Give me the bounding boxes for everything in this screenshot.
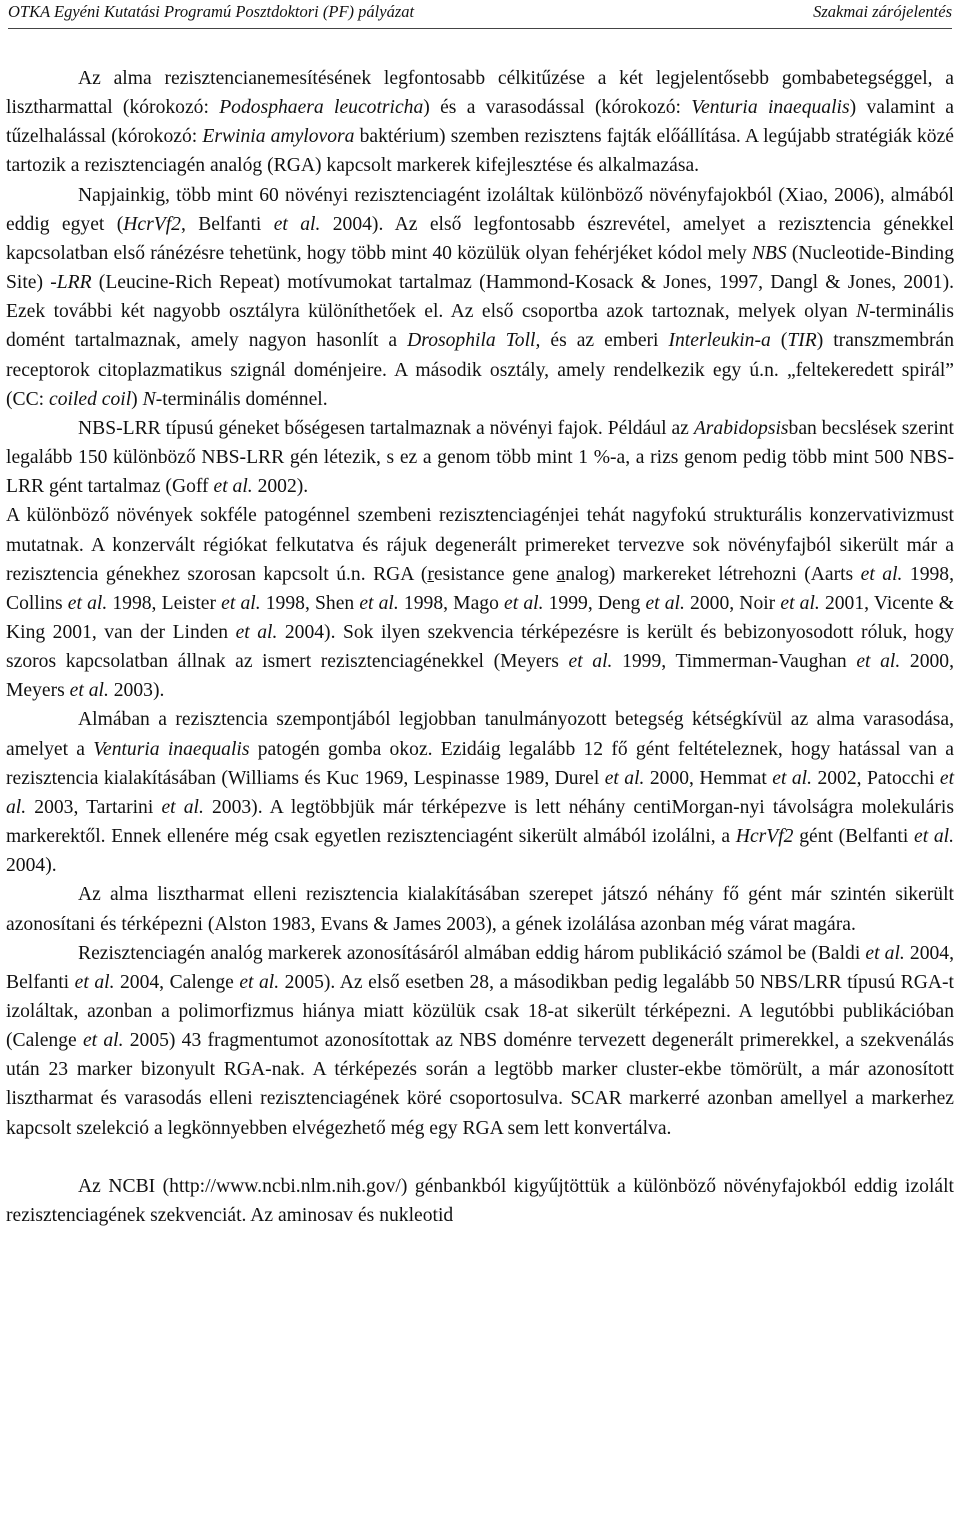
italic-run: et al.: [74, 971, 115, 993]
text-run: ) és a varasodással (kórokozó:: [423, 97, 692, 119]
text-run: -terminális domént tartalmaznak, amely nagyon hasonlít a: [6, 301, 954, 352]
text-run: 2004).: [6, 855, 57, 877]
italic-run: coiled coil: [49, 388, 132, 410]
text-run: ) transzmembrán receptorok citoplazmatikus szignál doménjeire. A második osztály, amely rendelkezik egy ú.n. „feltekeredett spirál” (CC:: [6, 330, 955, 410]
underlined-run: g: [512, 563, 522, 585]
text-run: NBS-LRR típusú géneket bőségesen tartalmaznak a növényi fajok. Például az: [78, 417, 694, 439]
text-run: (Nucleotide-Binding Site) -: [6, 242, 954, 294]
text-run: 2003). A legtöbbjük már térképezve is lett néhány centiMorgan-nyi távolságra molekuláris markerektől. Ennek ellenére még csak egyetlen rezisztenciagént sikerült almából izolálni, a: [6, 796, 954, 848]
text-run: Napjainkig, több mint 60 növényi rezisztenciagént izoláltak különböző növényfajokból (Xiao, 2006), almából eddig egyet (: [6, 184, 954, 235]
page-header: [8, 0, 952, 29]
italic-run: et al.: [504, 592, 544, 614]
italic-run: et al.: [235, 621, 278, 643]
text-run: 2003, Tartarini: [26, 796, 162, 818]
text-run: 1999, Deng: [543, 592, 646, 614]
header-left-title: OTKA Egyéni Kutatási Programú Posztdoktori (PF) pályázat: [8, 2, 415, 21]
text-run: 1998, Collins: [6, 563, 954, 614]
italic-run: Drosophila Toll,: [407, 330, 541, 352]
paragraph: [6, 181, 954, 414]
text-run: 2005) 43 fragmentumot azonosítottak az NBS doménre tervezett degenerált primerekkel, a szekvenálás után 23 marker bizonyult RGA-nak. A térképezés során a legtöbb marker cluster-ekbe tömörült, a már azonosított lisztharmat és varasodás elleni rezisztenciagének köré csoportosulva. SCAR markerré azonban amellyel a markerhez kapcsolt szelekció a legkönnyebben elvégezhető még egy RGA sem lett konvertálva.: [6, 1030, 954, 1139]
italic-run: HcrVf2: [123, 213, 181, 235]
italic-run: Arabidopsis: [693, 417, 789, 439]
italic-run: et al.: [856, 651, 901, 673]
text-run: 1999, Timmerman-Vaughan: [612, 651, 857, 673]
italic-run: Podosphaera leucotricha: [219, 97, 424, 119]
italic-run: et al.: [645, 592, 685, 614]
paragraph: [6, 414, 954, 501]
italic-run: et al.: [273, 213, 321, 235]
italic-run: et al.: [67, 592, 108, 614]
italic-run: et al.: [865, 942, 905, 964]
text-run: , Belfanti: [180, 213, 274, 235]
document-body: [6, 64, 954, 1230]
text-run: és az emberi: [540, 330, 669, 352]
text-run: patogén gomba okoz. Ezidáig legalább 12 fő gént feltételeznek, hogy hatással van a rezisztencia kialakításában (Williams és Kuc 1969, Lespinasse 1989, Durel: [6, 738, 954, 789]
paragraph: [6, 1172, 954, 1230]
text-run: 2004, Belfanti: [6, 942, 954, 993]
italic-run: TIR: [787, 330, 817, 352]
text-run: esistance: [433, 563, 513, 585]
italic-run: et al.: [780, 592, 820, 614]
text-run: Rezisztenciagén analóg markerek azonosításáról almában eddig három publikáció számol be (Baldi: [78, 942, 866, 964]
text-run: 1998, Leister: [107, 592, 222, 614]
text-run: baktérium) szemben rezisztens fajták előállítása. A legújabb stratégiák közé tartozik a rezisztenciagén analóg (RGA) kapcsolt markerek kifejlesztése és alkalmazása.: [6, 126, 955, 177]
italic-run: N: [142, 388, 156, 410]
italic-run: Erwinia amylovora: [202, 126, 355, 148]
text-run: -terminális doménnel.: [155, 388, 328, 410]
text-run: ) valamint a tűzelhalással (kórokozó:: [6, 97, 955, 148]
italic-run: et al.: [239, 971, 280, 993]
text-run: Az NCBI (http://www.ncbi.nlm.nih.gov/) génbankból kigyűjtöttük a különböző növényfajokból eddig izolált rezisztenciagének szekvenciát. Az aminosav és nukleotid: [6, 1175, 954, 1226]
text-run: Az alma lisztharmat elleni rezisztencia kialakításában szerepet játszó néhány fő gént már szintén sikerült azonosítani és térképezni (Alston 1983, Evans & James 2003), a gének izolálása azonban még várat magára.: [6, 884, 954, 935]
text-run: 2000, Meyers: [6, 651, 954, 702]
paragraph: [6, 939, 954, 1143]
text-run: ene: [521, 563, 557, 585]
italic-run: et al.: [82, 1030, 124, 1052]
italic-run: et al.: [772, 767, 813, 789]
text-run: gént (Belfanti: [793, 826, 914, 848]
text-run: 2000, Hemmat: [644, 767, 773, 789]
text-run: 1998, Shen: [260, 592, 360, 614]
underlined-run: r: [427, 563, 434, 585]
text-run: 2005). Az első esetben 28, a másodikban pedig legalább 50 NBS/LRR típusú RGA-t izoláltak, azonban a polimorfizmus hiánya miatt közülük csak 18-at sikerült térképezni. A legutóbbi publikációban (Calenge: [6, 971, 954, 1052]
paragraph: [6, 501, 954, 705]
text-run: Az alma rezisztencianemesítésének legfontosabb célkitűzése a két legjelentősebb gombabetegséggel, a lisztharmattal (kórokozó:: [6, 68, 954, 119]
italic-run: et al.: [6, 767, 955, 818]
italic-run: et al.: [221, 592, 261, 614]
text-run: nalog) markereket létrehozni (Aarts: [565, 563, 861, 585]
text-run: 1998, Mago: [398, 592, 505, 614]
text-run: (Leucine-Rich Repeat) motívumokat tartalmaz (Hammond-Kosack & Jones, 1997, Dangl & Jones, 2001). Ezek további két nagyobb osztályra különíthetőek el. Az első csoportba azok tartoznak, melyek olyan: [6, 272, 954, 323]
underlined-run: a: [556, 563, 566, 585]
italic-run: NBS: [751, 242, 787, 264]
text-run: 2003).: [108, 680, 165, 702]
text-run: Almában a rezisztencia szempontjából legjobban tanulmányozott betegség kétségkívül az alma varasodása, amelyet a: [6, 709, 954, 760]
paragraph: [6, 880, 954, 938]
italic-run: et al.: [161, 796, 204, 818]
text-run: 2002, Patocchi: [812, 767, 940, 789]
italic-run: Venturia inaequalis: [691, 97, 850, 119]
text-run: 2002).: [252, 476, 309, 498]
italic-run: et al.: [604, 767, 645, 789]
italic-run: Venturia inaequalis: [93, 738, 250, 760]
text-run: (: [770, 330, 788, 352]
italic-run: LRR: [56, 272, 92, 294]
text-run: 2004). Az első legfontosabb észrevétel, amelyet a rezisztencia génekkel kapcsolatban első ránézésre tehetünk, hogy több mint 40 közülük olyan fehérjéket kódol mely: [6, 213, 954, 264]
text-run: 2000, Noir: [684, 592, 781, 614]
italic-run: HcrVf2: [735, 826, 794, 848]
text-run: 2001, Vicente & King 2001, van der Linden: [6, 592, 954, 643]
text-run: 2004, Calenge: [114, 971, 240, 993]
italic-run: Interleukin-a: [668, 330, 771, 352]
italic-run: et al.: [860, 563, 903, 585]
italic-run: et al.: [568, 651, 613, 673]
paragraph: [6, 705, 954, 880]
italic-run: et al.: [359, 592, 399, 614]
text-run: ): [131, 388, 143, 410]
text-run: ban becslések szerint legalább 150 különböző NBS-LRR gén létezik, s ez a genom több mint 1 %-a, a rizs genom pedig több mint 500 NBS-LRR gént tartalmaz (Goff: [6, 417, 955, 498]
italic-run: et al.: [69, 680, 109, 702]
text-run: 2004). Sok ilyen szekvencia térképezésre is került és bebizonyosodott róluk, hogy szoros kapcsolatban állnak az ismert rezisztenciagénekkel (Meyers: [6, 621, 954, 673]
italic-run: et al.: [914, 826, 954, 848]
italic-run: et al.: [213, 476, 253, 498]
header-right-title: Szakmai zárójelentés: [813, 2, 952, 21]
paragraph: [6, 64, 954, 181]
italic-run: N: [856, 301, 870, 323]
text-run: A különböző növények sokféle patogénnel szembeni rezisztenciagénjei tehát nagyfokú strukturális konzervativizmust mutatnak. A konzervált régiókat felkutatva és rájuk degenerált primereket tervezve sok növényfajból sikerült már a rezisztencia génekhez szorosan kapcsolt ú.n. RGA (: [6, 505, 954, 585]
